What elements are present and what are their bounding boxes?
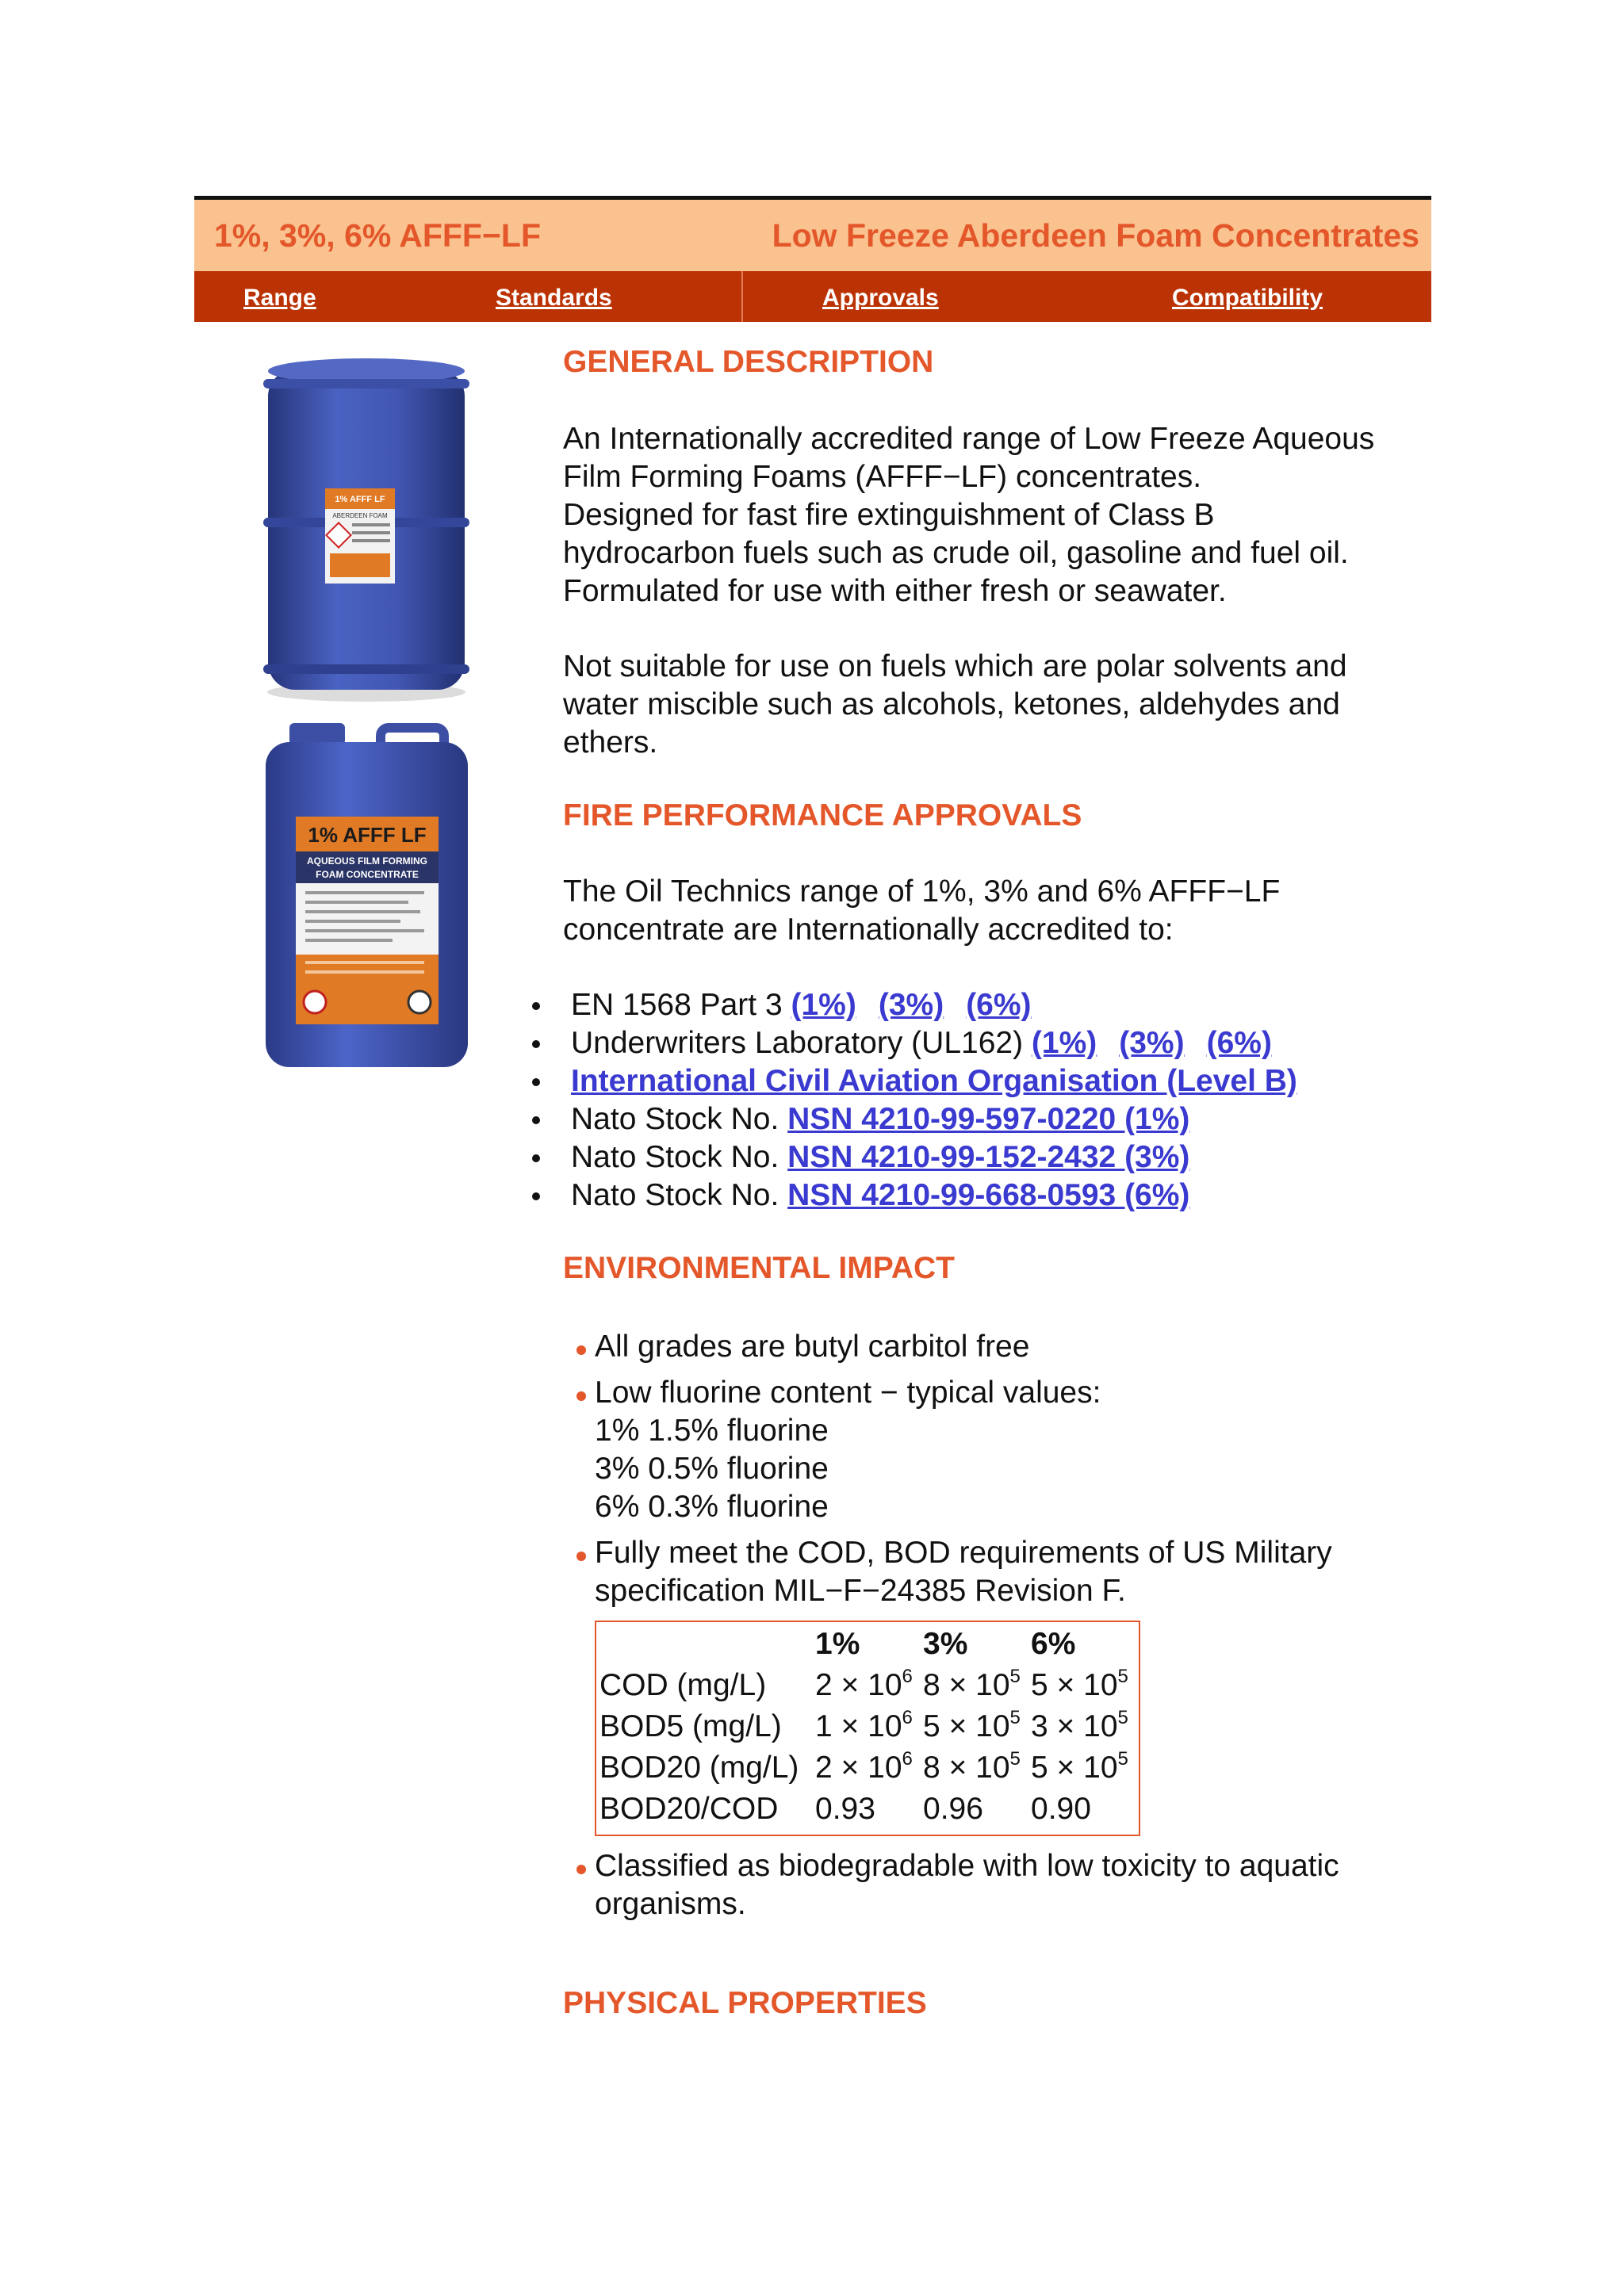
table-cell: $5 \times 10^5$	[1031, 1748, 1128, 1785]
table-cell: 0.90	[1031, 1792, 1091, 1826]
nav-range-link[interactable]: Range	[243, 285, 316, 311]
en1568-1pct-link[interactable]: (1%)	[791, 988, 856, 1022]
fire-performance-heading: FIRE PERFORMANCE APPROVALS	[563, 798, 1082, 832]
list-item	[539, 986, 1443, 1024]
list-item-text: Nato Stock No.	[571, 1140, 788, 1174]
text-line: ethers.	[563, 725, 658, 760]
product-title: 1%, 3%, 6% AFFF−LF	[214, 217, 541, 254]
environmental-list	[563, 1328, 1443, 1610]
table-header: 3%	[923, 1627, 968, 1661]
nav-standards-link[interactable]: Standards	[496, 285, 612, 311]
table-row-label: BOD5 (mg/L)	[599, 1709, 782, 1743]
approvals-intro-paragraph	[563, 873, 1443, 949]
env-item-butyl	[563, 1328, 1443, 1366]
nav-divider	[741, 271, 743, 322]
table-cell: $2 \times 10^6$	[815, 1666, 913, 1702]
table-header: 1%	[815, 1627, 860, 1661]
env-item-biodegradable	[563, 1847, 1443, 1923]
general-description-paragraph	[563, 420, 1443, 610]
ul162-1pct-link[interactable]: (1%)	[1031, 1026, 1097, 1060]
table-cell: $5 \times 10^5$	[923, 1707, 1021, 1743]
environmental-list-cont	[563, 1847, 1443, 1923]
list-item-text: Nato Stock No.	[571, 1178, 788, 1212]
list-item	[539, 1024, 1443, 1062]
svg-text:FOAM CONCENTRATE: FOAM CONCENTRATE	[316, 869, 419, 880]
env-item-fluorine	[563, 1374, 1443, 1526]
en1568-3pct-link[interactable]: (3%)	[878, 988, 944, 1022]
table-cell: 0.93	[815, 1792, 875, 1826]
text-line: All grades are butyl carbitol free	[595, 1330, 1030, 1364]
svg-text:ABERDEEN FOAM: ABERDEEN FOAM	[332, 512, 388, 519]
list-item-text: EN 1568 Part 3	[571, 988, 791, 1022]
table-cell: $5 \times 10^5$	[1031, 1666, 1128, 1702]
list-item	[539, 1100, 1443, 1138]
environmental-impact-heading: ENVIRONMENTAL IMPACT	[563, 1251, 955, 1285]
table-cell: 0.96	[923, 1792, 983, 1826]
text-line: Film Forming Foams (AFFF−LF) concentrates.	[563, 460, 1202, 494]
ul162-3pct-link[interactable]: (3%)	[1119, 1026, 1185, 1060]
text-line: 1% 1.5% fluorine	[595, 1414, 829, 1448]
physical-properties-heading: PHYSICAL PROPERTIES	[563, 1986, 927, 2020]
svg-text:AQUEOUS FILM FORMING: AQUEOUS FILM FORMING	[307, 855, 427, 867]
env-item-cod-bod	[563, 1534, 1443, 1610]
text-line: organisms.	[595, 1887, 746, 1921]
list-item-text: Nato Stock No.	[571, 1102, 788, 1136]
table-row-label: COD (mg/L)	[599, 1668, 767, 1702]
nsn-3pct-link[interactable]: NSN 4210-99-152-2432 (3%)	[787, 1140, 1190, 1174]
table-cell: $1 \times 10^6$	[815, 1707, 913, 1743]
text-line: 3% 0.5% fluorine	[595, 1452, 829, 1486]
cod-bod-table	[595, 1621, 1140, 1836]
text-line: 6% 0.3% fluorine	[595, 1490, 829, 1524]
text-line: Not suitable for use on fuels which are polar solvents and	[563, 649, 1347, 683]
icao-link[interactable]: International Civil Aviation Organisation (Level B)	[571, 1064, 1297, 1098]
text-line: Formulated for use with either fresh or seawater.	[563, 574, 1227, 608]
table-cell: $8 \times 10^5$	[923, 1748, 1021, 1785]
list-item	[539, 1138, 1443, 1177]
approvals-list	[539, 986, 1443, 1215]
text-line: The Oil Technics range of 1%, 3% and 6% AFFF−LF	[563, 874, 1281, 909]
nav-compatibility-link[interactable]: Compatibility	[1172, 285, 1323, 311]
list-item	[539, 1062, 1443, 1100]
nsn-6pct-link[interactable]: NSN 4210-99-668-0593 (6%)	[787, 1178, 1190, 1212]
text-line: specification MIL−F−24385 Revision F.	[595, 1574, 1126, 1608]
text-line: An Internationally accredited range of Low Freeze Aqueous	[563, 422, 1375, 456]
text-line: water miscible such as alcohols, ketones, aldehydes and	[563, 687, 1340, 721]
list-item-text: Underwriters Laboratory (UL162)	[571, 1026, 1032, 1060]
text-line: concentrate are Internationally accredited to:	[563, 913, 1174, 947]
text-line: Designed for fast fire extinguishment of Class B	[563, 498, 1215, 532]
product-subtitle: Low Freeze Aberdeen Foam Concentrates	[772, 217, 1419, 254]
drum-product-image	[262, 355, 472, 704]
table-row-label: BOD20 (mg/L)	[599, 1751, 799, 1785]
polar-solvents-paragraph	[563, 648, 1443, 762]
table-cell: $3 \times 10^5$	[1031, 1707, 1128, 1743]
nsn-1pct-link[interactable]: NSN 4210-99-597-0220 (1%)	[787, 1102, 1190, 1136]
canister-product-image	[258, 723, 476, 1072]
nav-approvals-link[interactable]: Approvals	[822, 285, 939, 311]
list-item	[539, 1177, 1443, 1215]
svg-text:1% AFFF LF: 1% AFFF LF	[335, 495, 385, 504]
text-line: hydrocarbon fuels such as crude oil, gasoline and fuel oil.	[563, 536, 1349, 570]
table-cell: $2 \times 10^6$	[815, 1748, 913, 1785]
table-row-label: BOD20/COD	[599, 1792, 779, 1826]
title-band	[194, 200, 1431, 271]
text-line: Low fluorine content − typical values:	[595, 1376, 1101, 1410]
table-header: 6%	[1031, 1627, 1076, 1661]
ul162-6pct-link[interactable]: (6%)	[1206, 1026, 1272, 1060]
table-cell: $8 \times 10^5$	[923, 1666, 1021, 1702]
text-line: Fully meet the COD, BOD requirements of US Military	[595, 1536, 1332, 1570]
svg-text:1% AFFF LF: 1% AFFF LF	[308, 823, 427, 847]
nav-bar	[194, 271, 1431, 322]
text-line: Classified as biodegradable with low toxicity to aquatic	[595, 1849, 1339, 1883]
en1568-6pct-link[interactable]: (6%)	[966, 988, 1032, 1022]
general-description-heading: GENERAL DESCRIPTION	[563, 345, 934, 379]
